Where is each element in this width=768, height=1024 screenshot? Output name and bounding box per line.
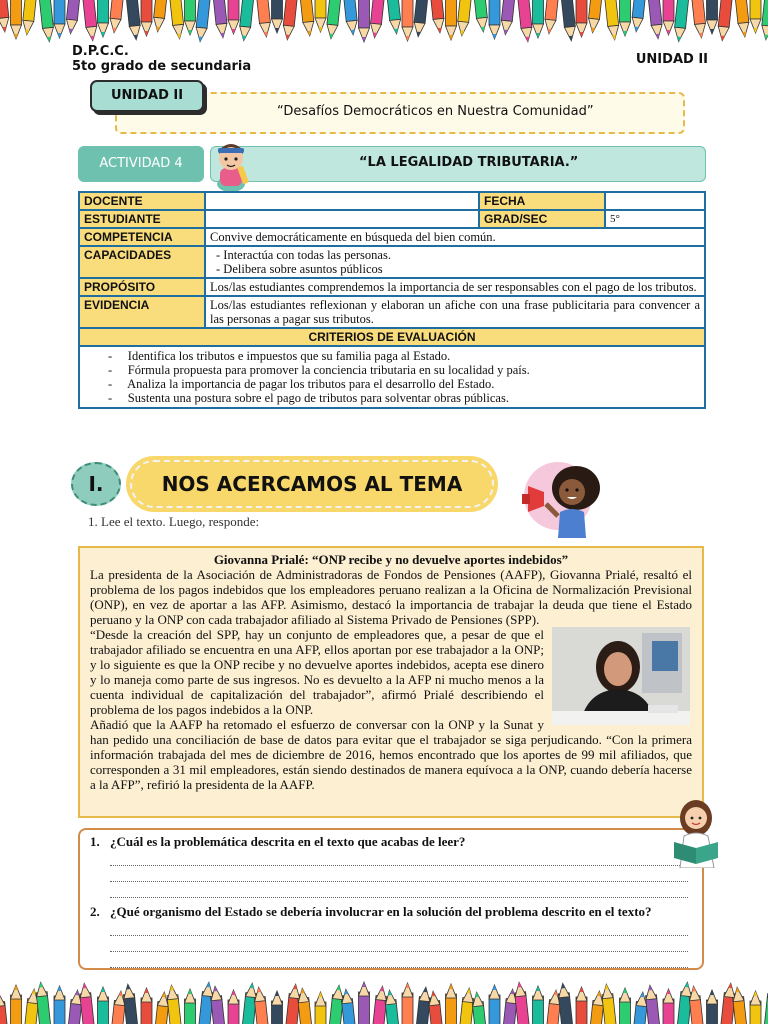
question-1: 1. ¿Cuál es la problemática descrita en el texto que acabas de leer?	[90, 834, 466, 849]
pencil-icon	[431, 0, 446, 33]
section-title: NOS ACERCAMOS AL TEMA	[161, 472, 463, 496]
pencil-icon	[489, 0, 500, 39]
reading-title: Giovanna Prialé: “ONP recibe y no devuelve aportes indebidos”	[213, 552, 569, 567]
pencil-icon	[359, 982, 370, 1024]
reading-box	[78, 546, 704, 818]
pencil-icon	[166, 985, 182, 1024]
pencil-border-top	[0, 0, 768, 44]
pencil-icon	[126, 0, 142, 40]
pencil-icon	[474, 0, 489, 32]
pencil-icon	[631, 0, 646, 32]
pencil-icon	[0, 992, 8, 1024]
pencil-icon	[54, 0, 65, 38]
pencil-icon	[344, 0, 359, 35]
news-photo-icon	[552, 627, 690, 725]
pencil-icon	[557, 983, 573, 1024]
pencil-icon	[707, 0, 718, 34]
criterios-list	[84, 349, 700, 405]
estudiante-value	[205, 210, 479, 228]
proposito-label: PROPÓSITO	[79, 278, 205, 296]
pencil-icon	[707, 990, 718, 1024]
pencil-icon	[98, 0, 109, 37]
student-kid-icon	[204, 140, 258, 192]
evidencia-value: Los/las estudiantes reflexionan y elaboran un afiche con una frase publicitaria para convencer a las personas a pagar sus tributos.	[205, 296, 705, 328]
reading-girl-icon	[670, 798, 726, 868]
table-row	[79, 192, 705, 210]
pencil-icon	[533, 986, 544, 1024]
pencil-icon	[663, 0, 674, 35]
answer-line[interactable]	[110, 952, 688, 968]
pencil-icon	[402, 983, 413, 1024]
table-row	[79, 346, 705, 408]
criterios-label: CRITERIOS DE EVALUACIÓN	[79, 328, 705, 346]
list-item: - Identifica los tributos e impuestos que su familia paga al Estado.	[84, 349, 700, 363]
table-row	[79, 328, 705, 346]
gradsec-label: GRAD/SEC	[479, 210, 605, 228]
pencil-icon	[21, 0, 36, 35]
list-item: - Fórmula propuesta para promover la conciencia tributaria en su localidad y país.	[84, 363, 700, 377]
pencil-icon	[533, 0, 544, 38]
pencil-icon	[79, 983, 95, 1024]
pencil-icon	[195, 0, 211, 42]
pencil-icon	[282, 0, 298, 40]
pencil-icon	[387, 0, 402, 34]
pencil-icon	[39, 0, 55, 42]
capacidades-list	[210, 248, 700, 276]
pencil-icon	[456, 0, 471, 36]
pencil-icon	[760, 0, 768, 40]
pencil-icon	[170, 0, 185, 39]
pencil-icon	[605, 0, 621, 40]
reading-paragraph-3: Añadió que la AAFP ha retomado el esfuerzo de conversar con la ONP y la Sunat y han pedido una conciliación de base de datos para evitar que el trabajador se siga perjudicando. “Con la primera información trabajada del mes de diciembre de 2016, hemos encontrado que los aportes de 99 mil afiliados, que corresponden a 31 mil empleadores, están siendo destinados de manera equívoca a la ONP, cuando debería hacerse a la AFP”, refirió la presidenta de la AAFP.	[90, 717, 692, 792]
pencil-icon	[369, 0, 384, 38]
pencil-icon	[413, 0, 428, 37]
pencils-decoration-icon	[0, 980, 768, 1024]
estudiante-label: ESTUDIANTE	[79, 210, 205, 228]
docente-value	[205, 192, 479, 210]
pencil-icon	[297, 988, 313, 1024]
pencil-icon	[185, 989, 196, 1024]
proposito-value: Los/las estudiantes comprendemos la importancia de ser responsables con el pago de los tributos.	[205, 278, 705, 296]
activity-body	[210, 146, 706, 182]
list-item: - Sustenta una postura sobre el pago de tributos para solventar obras públicas.	[84, 391, 700, 405]
pencil-icon	[514, 982, 530, 1024]
reading-paragraph-2: “Desde la creación del SPP, hay un conjunto de empleadores que, a pesar de que el trabajador afiliado se encuentra en una AFP, ellos aportan por ese trabajador a la ONP; y lo siguiente es que la ONP recibe y no devuelve aportes indebidos, acepta ese dinero y lo maneja como parte de sus ingresos. No es devuelto a la AFP ni mucho menos a la cuenta individual de capitalización del trabajador”, afirmó Prialé describiendo el problema de los pagos indebidos a la ONP.	[90, 627, 544, 717]
fecha-value	[605, 192, 705, 210]
pencil-icon	[648, 0, 663, 39]
girl-megaphone-icon	[522, 460, 612, 538]
pencil-icon	[489, 985, 500, 1024]
pencil-icon	[122, 984, 138, 1024]
pencil-icon	[717, 0, 733, 41]
pencil-icon	[500, 0, 515, 35]
pencil-icon	[402, 0, 413, 41]
list-item: - Analiza la importancia de pagar los tributos para el desarrollo del Estado.	[84, 377, 700, 391]
pencil-icon	[543, 0, 558, 34]
questions-box	[78, 828, 704, 970]
pencil-icon	[735, 0, 750, 37]
pencil-icon	[692, 0, 707, 38]
pencil-icon	[750, 0, 761, 33]
capacidades-label: CAPACIDADES	[79, 246, 205, 278]
pencil-icon	[587, 0, 602, 33]
pencil-icon	[65, 0, 80, 34]
pencil-icon	[228, 990, 239, 1024]
pencil-icon	[98, 987, 109, 1024]
unit-title: “Desafíos Democráticos en Nuestra Comunidad”	[277, 104, 594, 119]
pencil-icon	[446, 0, 457, 40]
pencil-border-bottom	[0, 980, 768, 1024]
question-2: 2. ¿Qué organismo del Estado se debería involucrar en la solución del problema descrito en el texto?	[90, 904, 652, 919]
pencil-icon	[109, 0, 124, 33]
pencil-icon	[315, 0, 326, 32]
pencil-icon	[213, 0, 228, 38]
pencil-icon	[253, 987, 269, 1024]
pencil-icon	[54, 986, 65, 1024]
pencil-icon	[428, 991, 443, 1024]
table-row	[79, 246, 705, 278]
pencil-icon	[152, 0, 167, 32]
table-row	[79, 228, 705, 246]
fecha-label: FECHA	[479, 192, 605, 210]
competencia-label: COMPETENCIA	[79, 228, 205, 246]
pencil-icon	[576, 0, 587, 37]
activity-banner	[78, 146, 706, 182]
pencil-icon	[315, 992, 326, 1024]
pencil-icon	[0, 0, 10, 32]
criterios-value	[79, 346, 705, 408]
header-grade: 5to grado de secundaria	[72, 59, 252, 74]
header-unit: UNIDAD II	[635, 52, 708, 67]
docente-label: DOCENTE	[79, 192, 205, 210]
pencil-icon	[644, 985, 660, 1024]
capacidades-value	[205, 246, 705, 278]
gradsec-value: 5°	[605, 210, 705, 228]
pencil-icon	[359, 0, 370, 42]
pencil-icon	[471, 992, 486, 1024]
pencil-icon	[732, 987, 748, 1024]
pencil-icon	[272, 0, 283, 33]
pencil-icon	[210, 986, 226, 1024]
pencil-icon	[663, 989, 674, 1024]
pencil-icon	[620, 0, 631, 36]
table-row	[79, 296, 705, 328]
competencia-value: Convive democráticamente en búsqueda del bien común.	[205, 228, 705, 246]
table-row	[79, 210, 705, 228]
pencil-icon	[620, 988, 631, 1024]
pencil-icon	[384, 990, 399, 1024]
table-row	[79, 278, 705, 296]
unit-tag: UNIDAD II	[90, 80, 204, 112]
instruction-text: 1. Lee el texto. Luego, responde:	[88, 514, 260, 529]
pencil-icon	[272, 991, 283, 1024]
header-left	[72, 44, 251, 74]
pencils-decoration-icon	[0, 0, 768, 44]
pencil-icon	[141, 0, 152, 36]
evidencia-label: EVIDENCIA	[79, 296, 205, 328]
pencil-icon	[750, 991, 761, 1024]
list-item: - Interactúa con todas las personas.	[210, 248, 700, 262]
pencil-icon	[601, 984, 617, 1024]
answer-line[interactable]	[110, 882, 688, 898]
answer-line[interactable]	[110, 850, 688, 866]
pencil-icon	[561, 0, 577, 41]
pencil-icon	[300, 0, 315, 36]
pencil-icon	[238, 0, 254, 41]
answer-line[interactable]	[110, 866, 688, 882]
pencil-icon	[764, 984, 768, 1024]
pencil-icon	[35, 982, 51, 1024]
pencil-icon	[688, 986, 704, 1024]
pencil-icon	[325, 0, 340, 39]
answer-line[interactable]	[110, 920, 688, 936]
list-item: - Delibera sobre asuntos públicos	[210, 262, 700, 276]
pencil-icon	[576, 987, 587, 1024]
pencil-icon	[11, 0, 22, 39]
header-org: D.P.C.C.	[72, 44, 129, 59]
section-number: I.	[71, 462, 121, 506]
reading-paragraph-1: La presidenta de la Asociación de Administradoras de Fondos de Pensiones (AAFP), Giovanna Prialé, resaltó el problema de los pagos indebidos que los empleadores peruano realizan a la Oficina de Normalización Previsional (ONP), en vez de aportar a las AFP. Asimismo, destacó la importancia de trabajar la deuda que tiene el Estado peruano y la ONP con cada trabajador afiliado al Sistema Privado de Pensiones (SPP).	[90, 567, 692, 627]
pencil-icon	[673, 0, 689, 42]
answer-line[interactable]	[110, 936, 688, 952]
activity-tag: ACTIVIDAD 4	[78, 146, 204, 182]
pencil-icon	[185, 0, 196, 35]
pencil-icon	[340, 989, 355, 1024]
info-table	[78, 191, 706, 409]
pencil-icon	[83, 0, 99, 41]
activity-title: “LA LEGALIDAD TRIBUTARIA.”	[359, 155, 579, 170]
pencil-icon	[11, 985, 22, 1024]
pencil-icon	[257, 0, 272, 37]
pencil-icon	[228, 0, 239, 34]
pencil-icon	[518, 0, 534, 42]
pencil-icon	[141, 988, 152, 1024]
pencil-icon	[446, 984, 457, 1024]
